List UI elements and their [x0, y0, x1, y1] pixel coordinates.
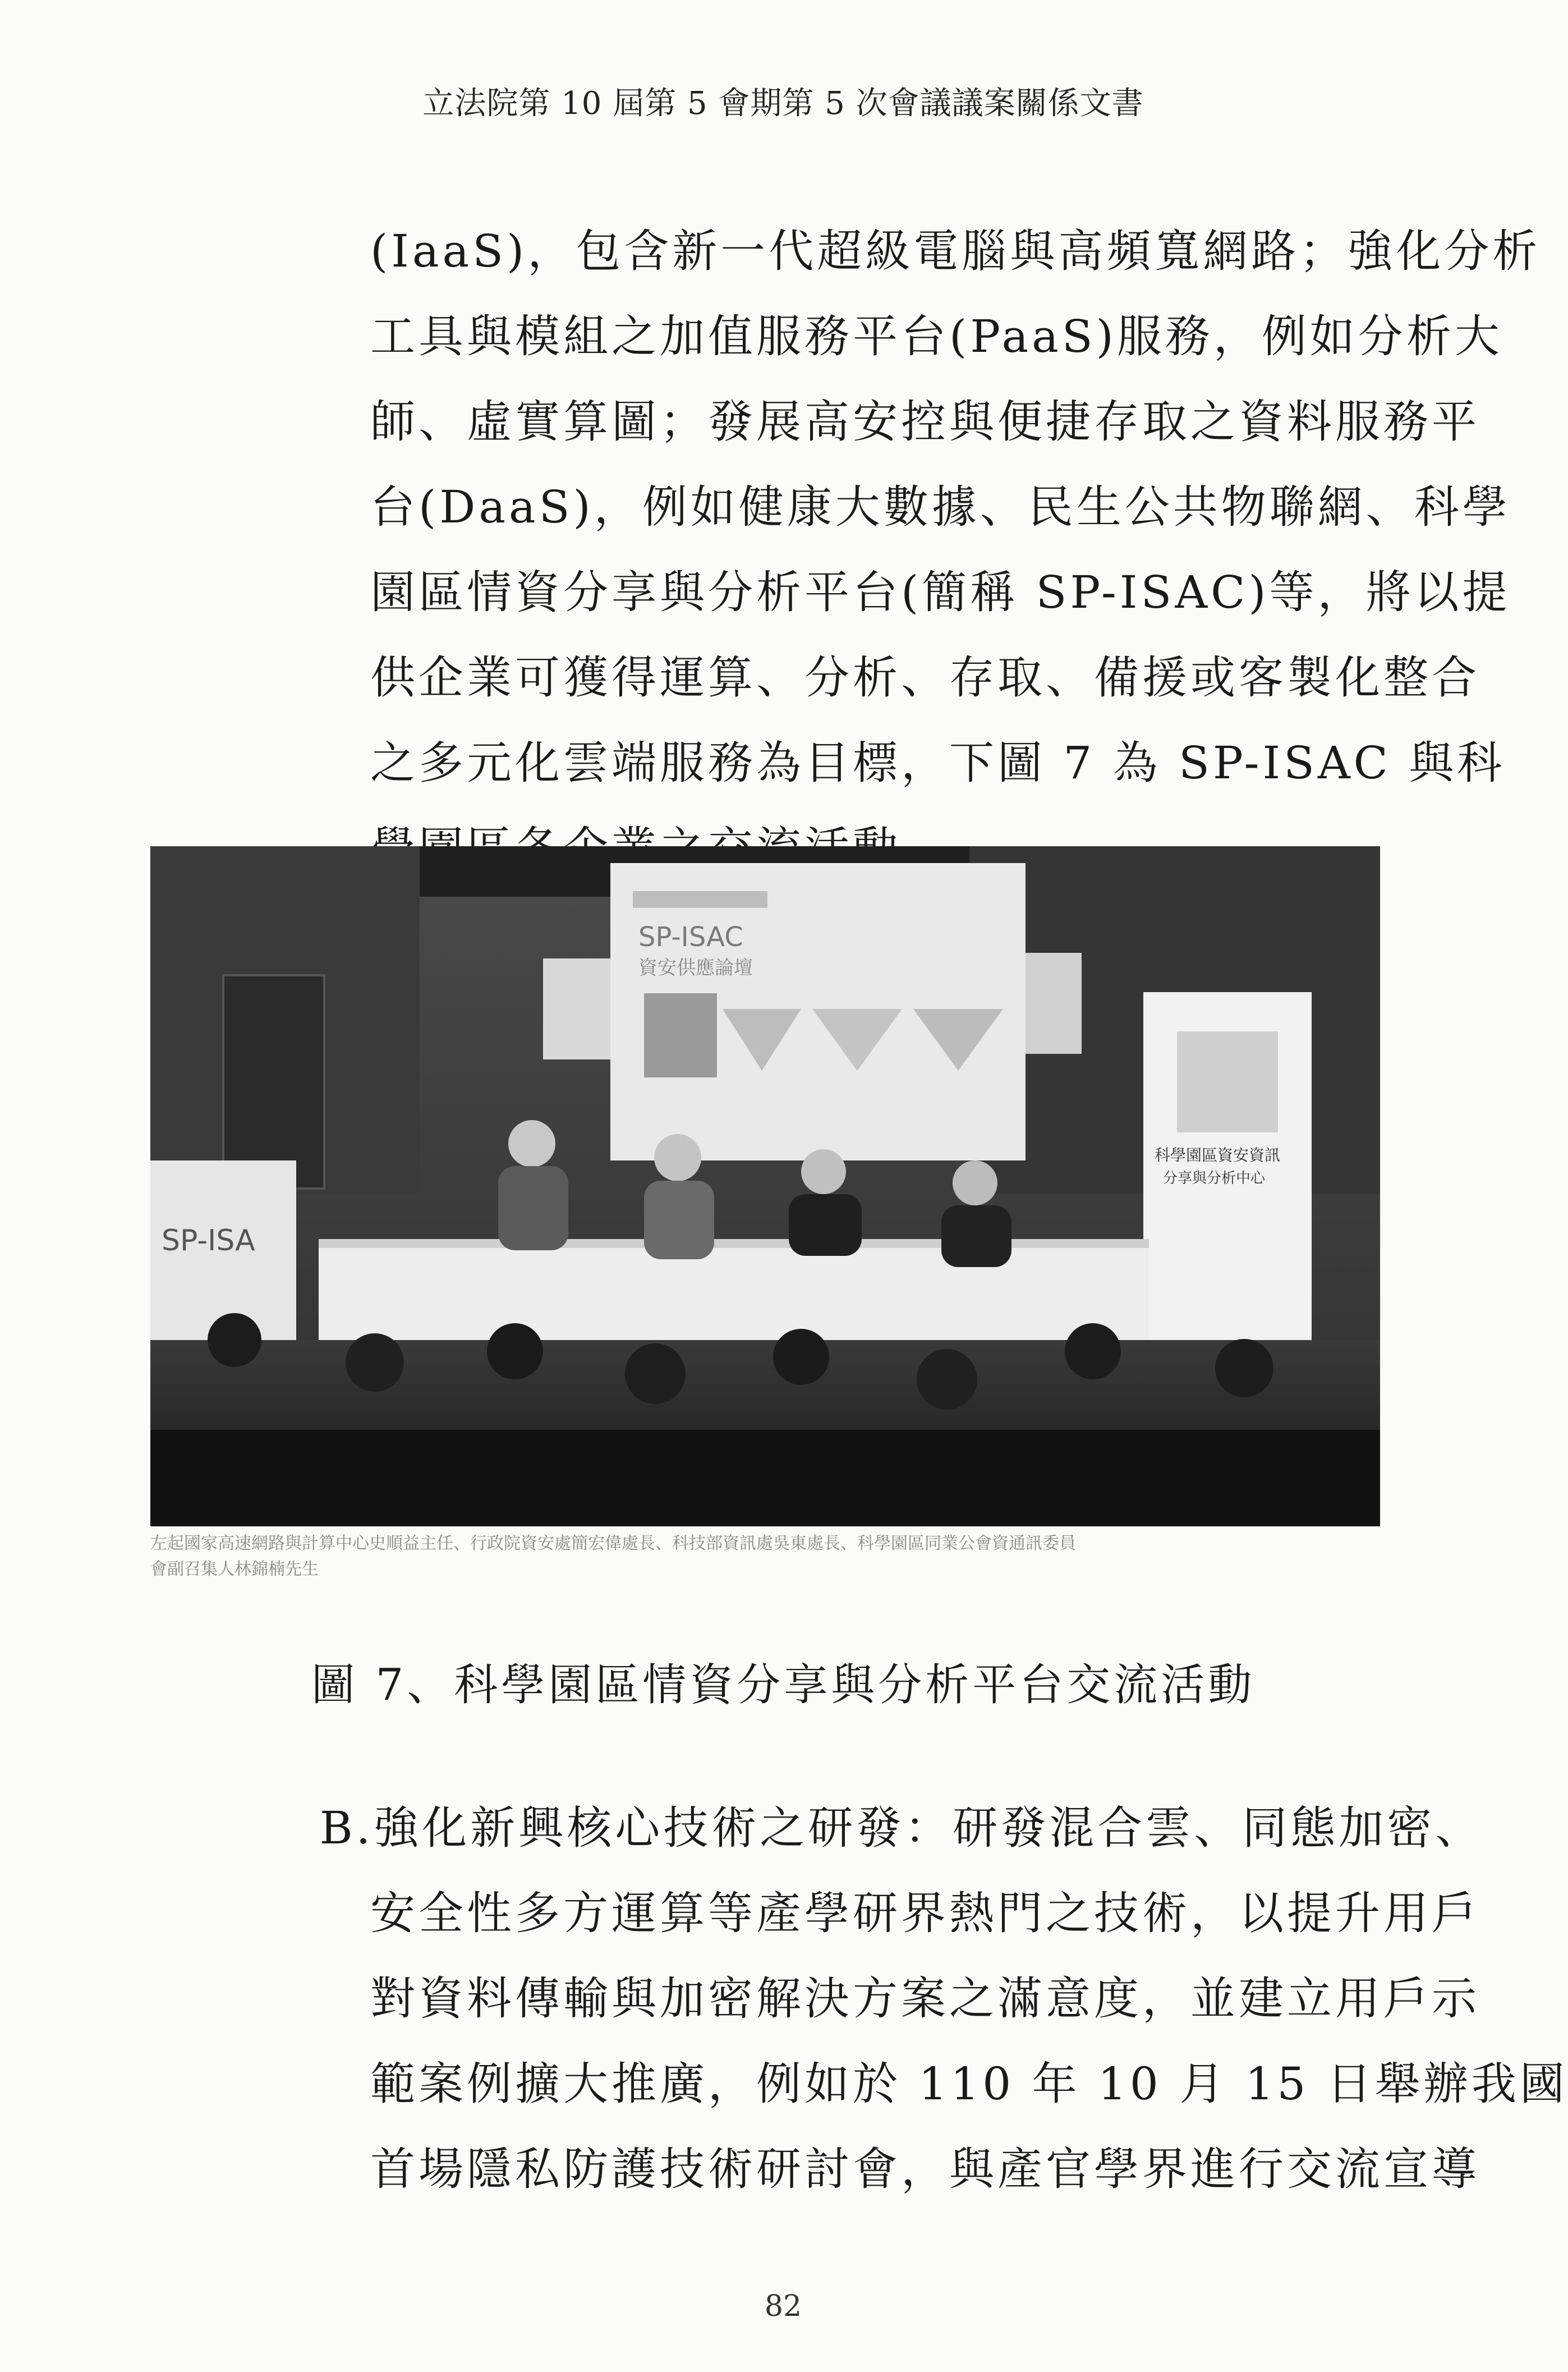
- photo-caption: [150, 1531, 1380, 1582]
- event-photo: [150, 846, 1380, 1526]
- page-number: 82: [764, 2290, 802, 2323]
- paragraph-1-line: 供企業可獲得運算、分析、存取、備援或客製化整合: [370, 652, 1480, 704]
- paragraph-2-line: 對資料傳輸與加密解決方案之滿意度，並建立用戶示: [370, 1972, 1480, 2025]
- paragraph-2-line: 安全性多方運算等產學研界熱門之技術，以提升用戶: [370, 1887, 1480, 1939]
- document-header: 立法院第 10 屆第 5 會期第 5 次會議議案關係文書: [422, 85, 1144, 122]
- event-photo-illustration: [150, 846, 1380, 1526]
- figure-caption: 圖 7、科學園區情資分享與分析平台交流活動: [311, 1660, 1256, 1710]
- paragraph-1: [370, 209, 1541, 891]
- screen-title: SP-ISAC: [638, 921, 743, 953]
- banner-text-1: 科學園區資安資訊: [1155, 1146, 1281, 1164]
- photo-caption-line: 左起國家高速網路與計算中心史順益主任、行政院資安處簡宏偉處長、科技部資訊處吳東處長、科學園區同業公會資通訊委員: [150, 1534, 1076, 1553]
- paragraph-2-line: B.強化新興核心技術之研發：研發混合雲、同態加密、: [320, 1802, 1484, 1854]
- paragraph-1-line: 之多元化雲端服務為目標，下圖 7 為 SP-ISAC 與科: [370, 737, 1506, 789]
- banner-text-2: 分享與分析中心: [1163, 1170, 1266, 1187]
- podium-text: SP-ISA: [162, 1224, 255, 1258]
- photo-caption-line: 會副召集人林錦楠先生: [150, 1559, 319, 1579]
- paragraph-2-line: 首場隱私防護技術研討會，與產官學界進行交流宣導: [370, 2143, 1480, 2195]
- screen-subtitle: 資安供應論壇: [638, 957, 753, 979]
- paragraph-2: [320, 1786, 1568, 2212]
- paragraph-1-line: 台(DaaS)，例如健康大數據、民生公共物聯網、科學: [370, 481, 1511, 533]
- paragraph-1-line: 園區情資分享與分析平台(簡稱 SP-ISAC)等，將以提: [370, 566, 1511, 618]
- paragraph-1-line: 師、虛實算圖；發展高安控與便捷存取之資料服務平: [370, 396, 1480, 448]
- paragraph-2-line: 範案例擴大推廣，例如於 110 年 10 月 15 日舉辦我國: [370, 2058, 1568, 2110]
- paragraph-1-line: (IaaS)，包含新一代超級電腦與高頻寬網路；強化分析: [370, 225, 1541, 277]
- paragraph-1-line: 工具與模組之加值服務平台(PaaS)服務，例如分析大: [370, 310, 1503, 363]
